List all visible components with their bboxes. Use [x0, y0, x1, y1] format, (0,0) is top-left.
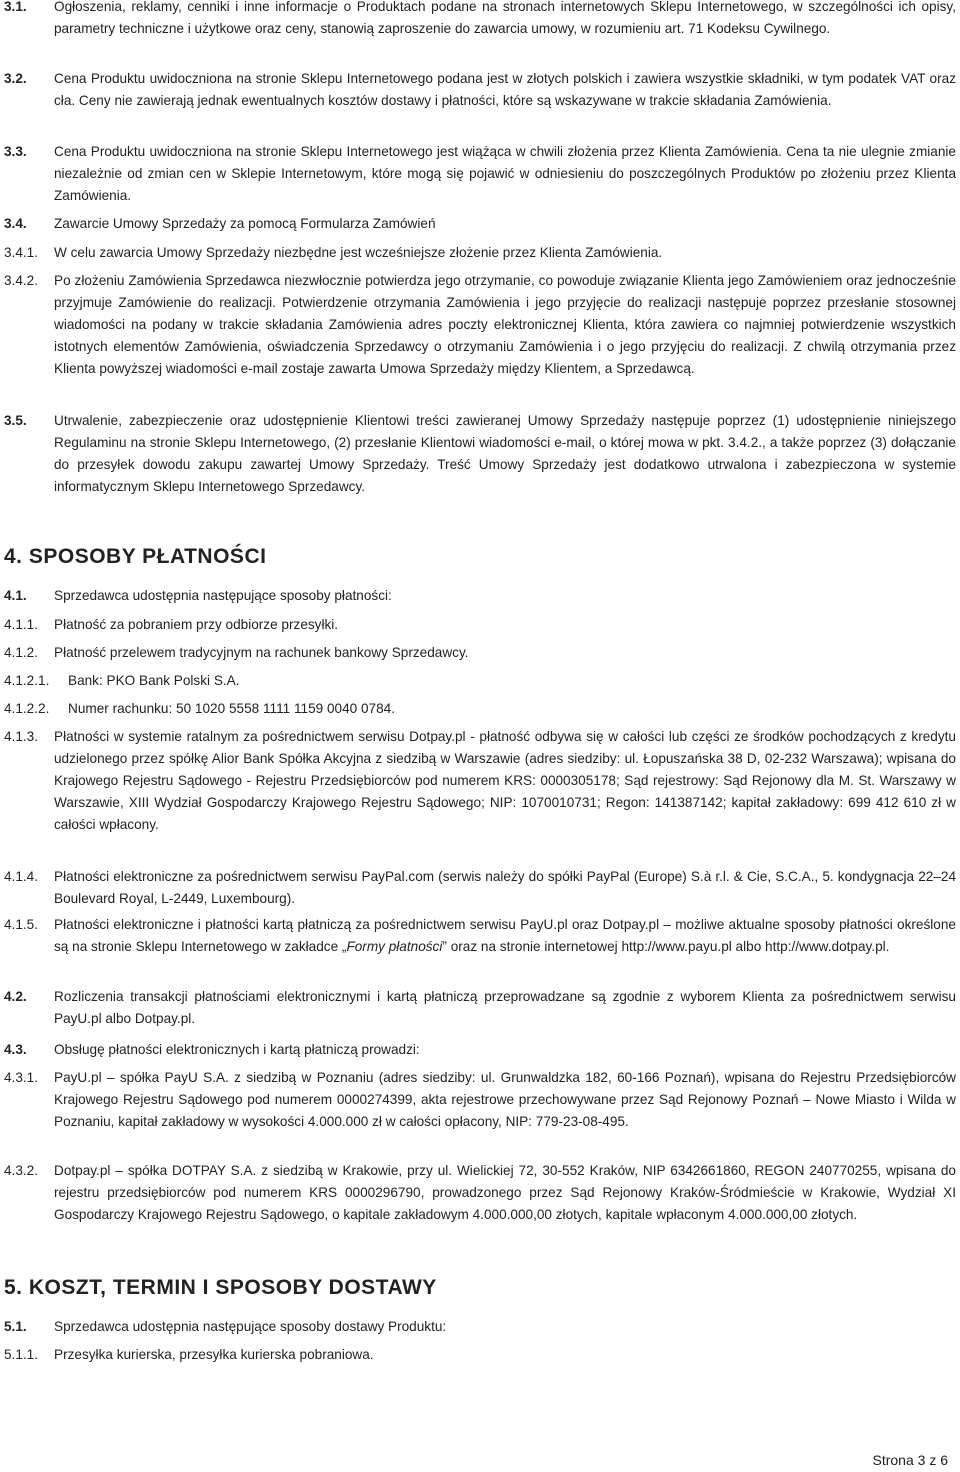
section-text: Sprzedawca udostępnia następujące sposoby płatności: — [54, 588, 392, 603]
section-text: Dotpay.pl – spółka DOTPAY S.A. z siedzibą w Krakowie, przy ul. Wielickiej 72, 30-552 Kraków, NIP 6342661860, REGON 240770255, wpisana do rejestru przedsiębiorców pod numerem KRS 0000296790, prowadzonego przez Sąd Rejonowy Kraków-Śródmieście w Krakowie, Wydział XI Gospodarczy Krajowego Rejestru Sądowego, o kapitale zakładowym 4.000.000,00 złotych, kapitale wpłaconym 4.000.000,00 złotych. — [54, 1163, 956, 1222]
text-after: ” oraz na stronie internetowej http://www.payu.pl albo http://www.dotpay.pl. — [442, 939, 890, 954]
section-text — [54, 914, 956, 958]
section-number: 3.4.1. — [4, 245, 39, 260]
section-number: 5.1. — [4, 1319, 27, 1334]
section-text: Zawarcie Umowy Sprzedaży za pomocą Formularza Zamówień — [54, 216, 436, 231]
heading-section-4: 4. SPOSOBY PŁATNOŚCI — [4, 545, 267, 568]
section-number: 4.1.2. — [4, 645, 39, 660]
section-text: Obsługę płatności elektronicznych i kartą płatniczą prowadzi: — [54, 1042, 420, 1057]
section-text: Numer rachunku: 50 1020 5558 1111 1159 0040 0784. — [68, 701, 396, 716]
heading-section-5: 5. KOSZT, TERMIN I SPOSOBY DOSTAWY — [4, 1276, 437, 1299]
section-number: 3.1. — [4, 0, 27, 14]
section-text: Rozliczenia transakcji płatnościami elektronicznymi i kartą płatniczą przeprowadzane są zgodnie z wyborem Klienta za pośrednictwem serwisu PayU.pl albo Dotpay.pl. — [54, 989, 956, 1026]
section-text: Bank: PKO Bank Polski S.A. — [68, 673, 240, 688]
section-text: Przesyłka kurierska, przesyłka kurierska pobraniowa. — [54, 1347, 374, 1362]
section-text: Sprzedawca udostępnia następujące sposoby dostawy Produktu: — [54, 1319, 447, 1334]
section-text: Płatność za pobraniem przy odbiorze przesyłki. — [54, 617, 339, 632]
section-text: Płatności elektroniczne za pośrednictwem serwisu PayPal.com (serwis należy do spółki PayPal (Europe) S.à r.l. & Cie, S.C.A., 5. kondygnacja 22–24 Boulevard Royal, L-2449, Luxembourg). — [54, 869, 956, 906]
section-number: 4.2. — [4, 989, 27, 1004]
section-number: 4.1.2.2. — [4, 701, 50, 716]
section-text: W celu zawarcia Umowy Sprzedaży niezbędne jest wcześniejsze złożenie przez Klienta Zamówienia. — [54, 245, 663, 260]
section-number: 4.3.2. — [4, 1163, 39, 1178]
section-text: Utrwalenie, zabezpieczenie oraz udostępnienie Klientowi treści zawieranej Umowy Sprzedaży następuje poprzez (1) udostępnienie niniejszego Regulaminu na stronie Sklepu Internetowego, (2) przesłanie Klientowi wiadomości e-mail, o której mowa w pkt. 3.4.2., a także poprzez (3) dołączanie do przesyłek dowodu zakupu zawartej Umowy Sprzedaży. Treść Umowy Sprzedaży jest dodatkowo utrwalona i zabezpieczona w systemie informatycznym Sklepu Internetowego Sprzedawcy. — [54, 413, 956, 494]
text-before: Płatności elektroniczne i płatności kartą płatniczą za pośrednictwem serwisu PayU.pl oraz Dotpay.pl – możliwe aktualne sposoby płatności określone są na stronie Sklepu Internetowego w zakładce „ — [54, 917, 956, 954]
page-number: Strona 3 z 6 — [872, 1452, 948, 1468]
section-number: 3.5. — [4, 413, 27, 428]
section-number: 3.2. — [4, 71, 27, 86]
section-number: 3.4. — [4, 216, 27, 231]
section-number: 4.1.5. — [4, 917, 39, 932]
section-text: Płatność przelewem tradycyjnym na rachunek bankowy Sprzedawcy. — [54, 645, 469, 660]
section-number: 4.1.1. — [4, 617, 39, 632]
section-text: Ogłoszenia, reklamy, cenniki i inne informacje o Produktach podane na stronach internetowych Sklepu Internetowego, w szczególności ich opisy, parametry techniczne i użytkowe oraz ceny, stanowią zaproszenie do zawarcia umowy, w rozumieniu art. 71 Kodeksu Cywilnego. — [54, 0, 956, 36]
section-number: 4.1.3. — [4, 729, 39, 744]
section-text: PayU.pl – spółka PayU S.A. z siedzibą w Poznaniu (adres siedziby: ul. Grunwaldzka 182, 60-166 Poznań), wpisana do Rejestru Przedsiębiorców Krajowego Rejestru Sądowego pod numerem 0000274399, akta rejestrowe przechowywane przez Sąd Rejonowy Poznań – Nowe Miasto i Wilda w Poznaniu, kapitał zakładowy w wysokości 4.000.000 zł w całości opłacony, NIP: 779-23-08-495. — [54, 1070, 956, 1129]
section-number: 4.1.2.1. — [4, 673, 50, 688]
section-text: Cena Produktu uwidoczniona na stronie Sklepu Internetowego podana jest w złotych polskich i zawiera wszystkie składniki, w tym podatek VAT oraz cła. Ceny nie zawierają jednak ewentualnych kosztów dostawy i płatności, które są wskazywane w trakcie składania Zamówienia. — [54, 71, 956, 108]
section-text: Po złożeniu Zamówienia Sprzedawca niezwłocznie potwierdza jego otrzymanie, co powoduje związanie Klienta jego Zamówieniem oraz jednocześnie przyjmuje Zamówienie do realizacji. Potwierdzenie otrzymania Zamówienia i jego przyjęcie do realizacji następuje poprzez przesłanie stosownej wiadomości na podany w trakcie składania Zamówienia adres poczty elektronicznej Klienta, która zawiera co najmniej potwierdzenie wszystkich istotnych elementów Zamówienia, oświadczenia Sprzedawcy o otrzymaniu Zamówienia i o jego przyjęciu do realizacji. Z chwilą otrzymania przez Klienta powyższej wiadomości e-mail zostaje zawarta Umowa Sprzedaży między Klientem, a Sprzedawcą. — [54, 273, 956, 376]
section-text: Płatności w systemie ratalnym za pośrednictwem serwisu Dotpay.pl - płatność odbywa się w całości lub części ze środków pochodzących z kredytu udzielonego przez spółkę Alior Bank Spółka Akcyjna z siedzibą w Warszawie (adres siedziby: ul. Łopuszańska 38 D, 02-232 Warszawa); wpisana do Krajowego Rejestru Sądowego - Rejestru Przedsiębiorców pod numerem KRS: 0000305178; Sąd rejestrowy: Sąd Rejonowy dla M. St. Warszawy w Warszawie, XIII Wydział Gospodarczy Krajowego Rejestru Sądowego; NIP: 1070010731; Regon: 141387142; kapitał zakładowy: 699 412 610 zł w całości wpłacony. — [54, 729, 956, 832]
section-number: 4.1. — [4, 588, 27, 603]
section-number: 5.1.1. — [4, 1347, 39, 1362]
section-number: 4.1.4. — [4, 869, 39, 884]
payment-forms-tab-name: Formy płatności — [346, 939, 443, 954]
section-number: 3.3. — [4, 144, 27, 159]
section-number: 4.3.1. — [4, 1070, 39, 1085]
section-number: 4.3. — [4, 1042, 27, 1057]
section-text: Cena Produktu uwidoczniona na stronie Sklepu Internetowego jest wiążąca w chwili złożenia przez Klienta Zamówienia. Cena ta nie ulegnie zmianie niezależnie od zmian cen w Sklepie Internetowym, które mogą się pojawić w odniesieniu do poszczególnych Produktów po złożeniu przez Klienta Zamówienia. — [54, 144, 956, 203]
section-number: 3.4.2. — [4, 273, 39, 288]
